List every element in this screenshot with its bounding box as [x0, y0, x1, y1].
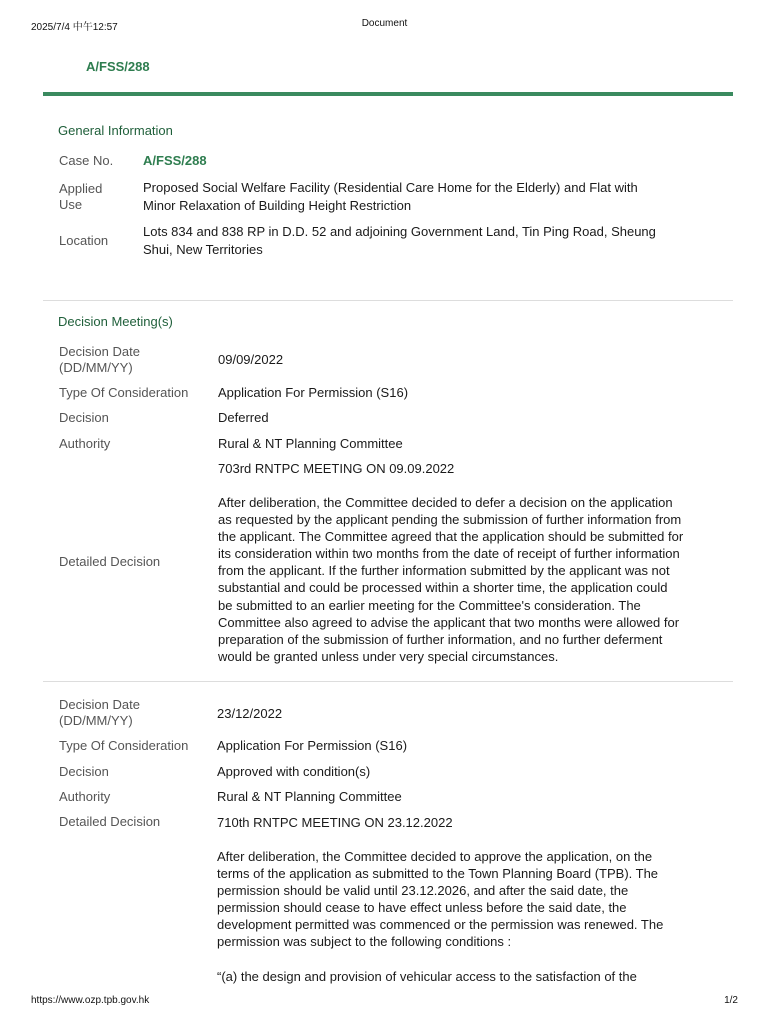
case-title: A/FSS/288	[86, 59, 150, 74]
consideration-type-label: Type Of Consideration	[59, 738, 189, 753]
decision-value: Approved with condition(s)	[217, 764, 371, 779]
location-label: Location	[59, 233, 109, 248]
decision-label: Decision	[59, 410, 109, 425]
case-no-value: A/FSS/288	[143, 153, 207, 168]
decision-text-line: would be granted unless under very special circumstances.	[218, 648, 559, 664]
decision-text-line: substantial and could be processed within a shorter time, the application could	[218, 580, 668, 596]
page-number: 1/2	[724, 995, 738, 1006]
decision-text-line: be submitted to an earlier meeting for the Committee's consideration. The	[218, 597, 641, 613]
decision-text-line: development permitted was commenced or the permission was renewed. The	[217, 917, 664, 933]
consideration-type-value: Application For Permission (S16)	[218, 385, 409, 400]
condition-text-line: “(a) the design and provision of vehicular access to the satisfaction of the	[217, 969, 637, 984]
authority-label: Authority	[59, 789, 111, 804]
page-url: https://www.ozp.tpb.gov.hk	[31, 995, 150, 1006]
authority-value: Rural & NT Planning Committee	[217, 789, 402, 804]
meeting-reference: 703rd RNTPC MEETING ON 09.09.2022	[218, 461, 455, 476]
general-information-heading: General Information	[58, 123, 173, 138]
location-line-1: Lots 834 and 838 RP in D.D. 52 and adjoining Government Land, Tin Ping Road, Sheung	[143, 224, 656, 239]
decision-meetings-heading: Decision Meeting(s)	[58, 314, 173, 329]
detailed-decision-label: Detailed Decision	[59, 814, 161, 829]
applied-use-label-line-1: Applied	[59, 181, 103, 196]
applied-use-line-1: Proposed Social Welfare Facility (Residential Care Home for the Elderly) and Flat with	[143, 180, 638, 195]
decision-text-line: permission should cease to have effect unless before the said date, the	[217, 900, 627, 916]
decision-label: Decision	[59, 764, 109, 779]
decision-value: Deferred	[218, 410, 269, 425]
consideration-type-value: Application For Permission (S16)	[217, 738, 408, 753]
decision-text-line: from the applicant. If the further information submitted by the applicant was not	[218, 563, 670, 579]
consideration-type-label: Type Of Consideration	[59, 385, 189, 400]
decision-text-line: permission was subject to the following conditions :	[217, 934, 512, 950]
decision-text-line: Committee also agreed to advise the applicant that two months were allowed for	[218, 614, 680, 630]
decision-date-label-line-2: (DD/MM/YY)	[59, 713, 133, 728]
case-no-label: Case No.	[59, 153, 114, 168]
detailed-decision-text	[218, 494, 683, 665]
decision-text-line: After deliberation, the Committee decided to approve the application, on the	[217, 849, 653, 864]
decision-date-label-line-1: Decision Date	[59, 697, 140, 712]
print-header	[31, 18, 738, 32]
detailed-decision-label: Detailed Decision	[59, 554, 161, 569]
authority-label: Authority	[59, 436, 111, 451]
decision-date-label-line-2: (DD/MM/YY)	[59, 360, 133, 375]
decision-date-value: 23/12/2022	[217, 706, 283, 721]
applied-use-label-line-2: Use	[59, 197, 83, 212]
decision-date-label-line-1: Decision Date	[59, 344, 140, 359]
authority-value: Rural & NT Planning Committee	[218, 436, 403, 451]
decision-date-value: 09/09/2022	[218, 352, 284, 367]
decision-text-line: as requested by the applicant pending the submission of further information from	[218, 512, 682, 528]
print-document-title: Document	[361, 18, 408, 29]
meeting-reference: 710th RNTPC MEETING ON 23.12.2022	[217, 815, 453, 830]
decision-text-line: its consideration within two months from the date of receipt of further information	[218, 546, 680, 562]
decision-text-line: the applicant. The Committee agreed that the application should be submitted for	[218, 529, 684, 545]
decision-text-line: permission should be valid until 23.12.2026, and after the said date, the	[217, 883, 629, 899]
detailed-decision-text	[217, 848, 663, 951]
print-timestamp: 2025/7/4 中午12:57	[31, 22, 118, 33]
location-line-2: Shui, New Territories	[143, 242, 263, 257]
decision-text-line: preparation of the submission of further information, and no further deferment	[218, 631, 663, 647]
decision-text-line: terms of the application as submitted to the Town Planning Board (TPB). The	[217, 866, 659, 882]
applied-use-line-2: Minor Relaxation of Building Height Restriction	[143, 198, 412, 213]
decision-divider	[43, 681, 733, 682]
decision-text-line: After deliberation, the Committee decided to defer a decision on the application	[218, 495, 673, 510]
title-divider	[43, 92, 733, 96]
section-divider	[43, 300, 733, 301]
